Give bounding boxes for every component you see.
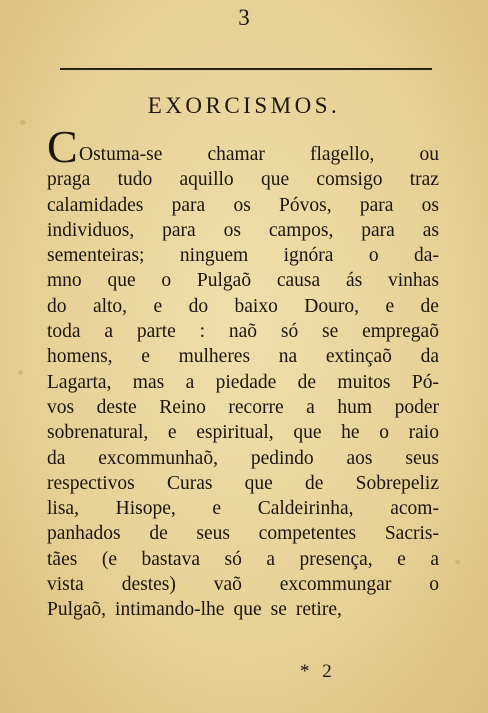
word: parte — [136, 321, 176, 343]
word: recorre — [228, 396, 284, 418]
word: da- — [414, 245, 439, 267]
word: vinhas — [388, 270, 439, 292]
word: de — [149, 523, 168, 545]
foxing-spot — [20, 120, 26, 125]
text-line — [47, 344, 439, 369]
word: sementeiras; — [47, 245, 145, 267]
word: homens, — [47, 346, 113, 368]
word: retire, — [295, 599, 342, 621]
text-line — [47, 319, 439, 344]
word: da — [47, 447, 66, 469]
text-line — [47, 218, 439, 243]
word: Ostuma-se — [79, 144, 163, 165]
word: destes) — [121, 574, 176, 596]
word: baixo — [234, 295, 278, 317]
word: as — [422, 219, 439, 241]
word: os — [233, 194, 251, 216]
word: hum — [337, 396, 373, 418]
text-line — [47, 193, 439, 218]
word: lisa, — [47, 498, 79, 520]
word: vista — [47, 574, 84, 596]
word: para — [162, 219, 196, 241]
word: de — [420, 295, 439, 317]
word: para — [359, 194, 394, 216]
word: para — [171, 194, 206, 216]
text-line — [47, 446, 439, 471]
text-line — [47, 521, 439, 546]
text-line — [47, 370, 439, 395]
word: calamidades — [47, 194, 144, 216]
word: o — [368, 245, 379, 267]
text-line — [47, 294, 439, 319]
word: só — [280, 321, 299, 343]
word: chamar — [207, 144, 265, 165]
section-heading: EXORCISMOS. — [147, 93, 341, 118]
word: piedade — [215, 371, 277, 393]
word: traz — [409, 169, 439, 191]
word: aos — [346, 447, 373, 469]
text-line — [47, 243, 439, 268]
text-line — [47, 572, 439, 597]
word: Lagarta, — [47, 371, 112, 393]
header-rule — [60, 68, 432, 70]
word: ás — [345, 270, 363, 292]
word: (e — [101, 548, 117, 570]
word: para — [361, 219, 395, 241]
word: a — [104, 321, 114, 343]
word: o — [429, 574, 439, 596]
word: só — [224, 548, 242, 570]
word: do — [188, 295, 209, 317]
text-line — [47, 471, 439, 496]
word: campos, — [268, 219, 334, 241]
word: de — [297, 371, 317, 393]
word: a — [185, 371, 195, 393]
drop-cap: C — [47, 121, 78, 172]
word: respectivos — [47, 472, 135, 494]
word: seus — [196, 523, 230, 545]
word: de — [305, 472, 324, 494]
word: Póvos, — [279, 194, 332, 216]
foxing-spot — [18, 370, 23, 375]
word: Caldeirinha, — [257, 498, 354, 520]
foxing-spot — [455, 560, 460, 564]
word: toda — [47, 321, 81, 343]
word: muitos — [337, 371, 391, 393]
word: vaõ — [213, 574, 242, 596]
word: flagello, — [309, 144, 375, 165]
word: ninguem — [179, 245, 249, 267]
word: extinçaõ — [325, 346, 392, 368]
word: o — [161, 270, 172, 292]
signature-mark: * 2 — [300, 661, 336, 682]
word: Reino — [159, 396, 206, 418]
word: Pulgaõ — [196, 270, 252, 292]
word: competentes — [258, 523, 357, 545]
word: a — [430, 548, 439, 570]
word: pedindo — [250, 447, 314, 469]
text-line — [47, 268, 439, 293]
word: e — [385, 295, 395, 317]
word: excommunhaõ, — [98, 447, 218, 469]
word: do — [47, 295, 67, 317]
word: que — [244, 472, 273, 494]
word: ignóra — [283, 245, 334, 267]
word: e — [397, 548, 406, 570]
word: a — [306, 396, 315, 418]
word: Sobrepeliz — [355, 472, 439, 494]
word: seus — [405, 447, 439, 469]
text-line — [47, 167, 439, 192]
word: mulheres — [178, 346, 251, 368]
word: que — [293, 422, 322, 444]
text-line — [47, 547, 439, 572]
word: acom- — [390, 498, 439, 520]
word: aquillo — [179, 169, 234, 191]
word: comsigo — [316, 169, 383, 191]
word: e — [212, 498, 222, 520]
word: individuos, — [47, 219, 135, 241]
word: panhados — [47, 523, 121, 545]
word: os — [421, 194, 439, 216]
word: e — [167, 422, 177, 444]
word: da — [420, 346, 439, 368]
text-line — [47, 121, 439, 172]
word: os — [223, 219, 241, 241]
word: vos — [47, 396, 75, 418]
word: empregaõ — [362, 321, 439, 343]
word: deste — [96, 396, 137, 418]
word: Pó- — [411, 371, 439, 393]
word: que — [233, 599, 262, 621]
word: mas — [132, 371, 165, 393]
word: praga — [47, 169, 91, 191]
page-number: 3 — [238, 5, 250, 30]
word: Hisope, — [115, 498, 176, 520]
word: bastava — [141, 548, 200, 570]
text-line — [47, 496, 439, 521]
word: e — [153, 295, 163, 317]
word: tudo — [117, 169, 153, 191]
word: a — [266, 548, 276, 570]
word: alto, — [92, 295, 128, 317]
word: poder — [394, 396, 439, 418]
word: causa — [276, 270, 321, 292]
word: sobrenatural, — [47, 422, 149, 444]
word: e — [141, 346, 150, 368]
word: ou — [419, 144, 439, 165]
word: naõ — [228, 321, 258, 343]
word: excommungar — [279, 574, 392, 596]
word: Pulgaõ, — [47, 599, 107, 621]
word: : — [199, 321, 206, 343]
word: se — [322, 321, 339, 343]
word: he — [341, 422, 360, 444]
word: que — [260, 169, 290, 191]
text-line — [47, 395, 439, 420]
body-paragraph — [47, 121, 439, 623]
text-line — [47, 420, 439, 445]
word: o — [379, 422, 389, 444]
word: que — [107, 270, 136, 292]
word: intimando-lhe — [115, 599, 225, 621]
word: Sacris- — [384, 523, 439, 545]
word: tães — [47, 548, 78, 570]
word: Douro, — [304, 295, 359, 317]
word: na — [278, 346, 298, 368]
word: Curas — [166, 472, 213, 494]
word: mno — [47, 270, 82, 292]
word: espiritual, — [196, 422, 274, 444]
word: se — [270, 599, 287, 621]
text-line — [47, 597, 439, 622]
word: presença, — [299, 548, 373, 570]
word: raio — [408, 422, 439, 444]
